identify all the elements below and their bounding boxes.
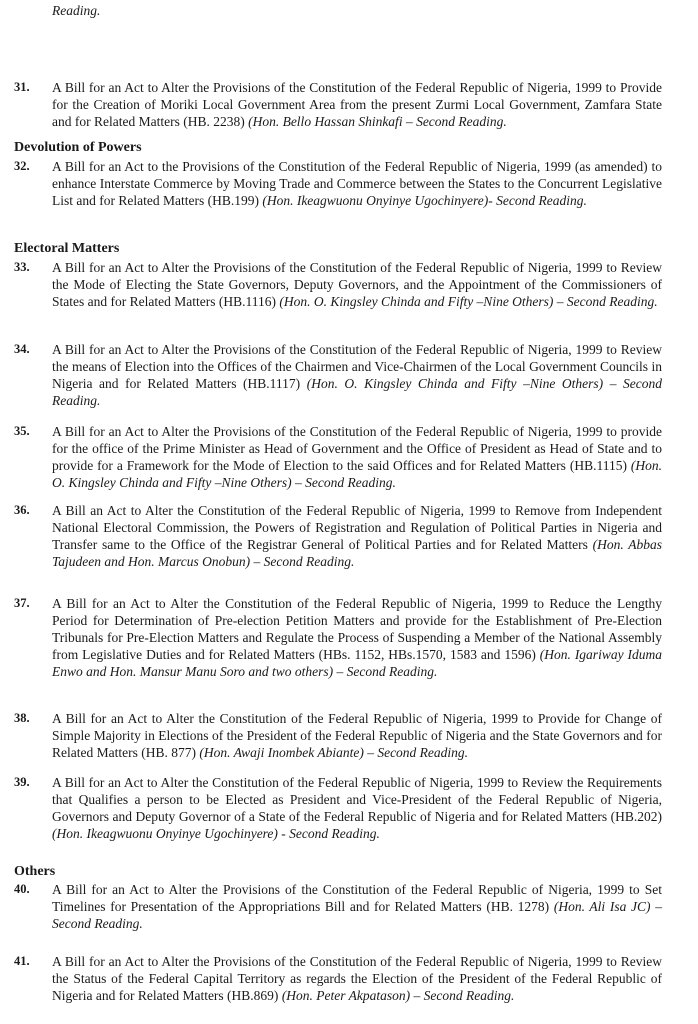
bill-title: A Bill for an Act to Alter the Provisions of the Constitution of the Federal Republic of Nigeria, 1999 to Review the Mode of Electing the State Governors, Deputy Governors, and the Appointment of the Commissioners of States and for Related Matters (HB.1116) [52, 260, 662, 309]
bill-sponsor: (Hon. Bello Hassan Shinkafi – Second Reading. [248, 114, 507, 129]
item-number: 36. [14, 503, 30, 517]
bill-sponsor: (Hon. Awaji Inombek Abiante) – Second Reading. [199, 745, 469, 760]
bill-sponsor: (Hon. Peter Akpatason) – Second Reading. [281, 988, 515, 1003]
item-text [52, 158, 662, 209]
item-text [52, 79, 662, 130]
bill-title: A Bill for an Act to Alter the Constitution of the Federal Republic of Nigeria, 1999 to Review the Requirements that Qualifies a person to be Elected as President and Vice-President of the Federal Republic of Nigeria, Governors and Deputy Governor of a State of the Federal Republic of Nigeria and for Related Matters (HB.202) [52, 775, 662, 824]
item-text [52, 710, 662, 761]
item-number: 35. [14, 424, 30, 438]
item-text [52, 423, 662, 491]
bill-title: A Bill for an Act to the Provisions of the Constitution of the Federal Republic of Nigeria, 1999 (as amended) to enhance Interstate Commerce by Moving Trade and Commerce between the States to the Concurrent Legislative List and for Related Matters (HB.199) [52, 159, 662, 208]
bill-title: A Bill for an Act to Alter the Provisions of the Constitution of the Federal Republic of Nigeria, 1999 to Provide for the Creation of Moriki Local Government Area from the present Zurmi Local Government, Zamfara State and for Related Matters (HB. 2238) [52, 80, 662, 129]
item-number: 40. [14, 882, 30, 896]
bill-title: A Bill for an Act to Alter the Provisions of the Constitution of the Federal Republic of Nigeria, 1999 to Review the means of Election into the Offices of the Chairmen and Vice-Chairmen of the Local Government Councils in Nigeria and for Related Matters (HB.1117) [52, 342, 662, 391]
bill-sponsor: (Hon. Igariway Iduma Enwo and Hon. Mansur Manu Soro and two others) – Second Reading. [52, 647, 662, 679]
item-text [52, 881, 662, 932]
bill-sponsor: (Hon. O. Kingsley Chinda and Fifty –Nine Others) – Second Reading. [52, 458, 662, 490]
bill-title: A Bill for an Act to Alter the Provisions of the Constitution of the Federal Republic of Nigeria, 1999 to Review the Status of the Federal Capital Territory as regards the Election of the President of the Federal Republic of Nigeria and for Related Matters (HB.869) [52, 954, 662, 1003]
bill-title: A Bill for an Act to Alter the Constitution of the Federal Republic of Nigeria, 1999 to Provide for Change of Simple Majority in Elections of the President of the Federal Republic of Nigeria and the State Governors and for Related Matters (HB. 877) [52, 711, 662, 760]
section-heading-others: Others [14, 864, 56, 879]
bill-title: A Bill for an Act to Alter the Provisions of the Constitution of the Federal Republic of Nigeria, 1999 to provide for the office of the Prime Minister as Head of Government and the Office of President as Head of State and to provide for a Framework for the Mode of Election to the said Offices and for Related Matters (HB.1115) [52, 424, 662, 473]
item-text [52, 595, 662, 680]
bill-sponsor: (Hon. Abbas Tajudeen and Hon. Marcus Onobun) – Second Reading. [52, 537, 662, 569]
bill-sponsor: (Hon. O. Kingsley Chinda and Fifty –Nine Others) – Second Reading. [279, 294, 658, 309]
section-heading-electoral: Electoral Matters [14, 241, 120, 256]
item-text [52, 259, 662, 310]
item-text [52, 953, 662, 1004]
bill-sponsor: (Hon. Ali Isa JC) – Second Reading. [52, 899, 662, 931]
continuation-text: Reading. [52, 3, 101, 18]
item-number: 39. [14, 775, 30, 789]
item-text [52, 774, 662, 842]
section-heading-devolution: Devolution of Powers [14, 140, 142, 155]
bill-sponsor: (Hon. Ikeagwuonu Onyinye Ugochinyere)- Second Reading. [262, 193, 587, 208]
item-number: 33. [14, 260, 30, 274]
item-text [52, 502, 662, 570]
item-number: 41. [14, 954, 30, 968]
bill-sponsor: (Hon. O. Kingsley Chinda and Fifty –Nine Others) – Second Reading. [52, 376, 662, 408]
item-number: 38. [14, 711, 30, 725]
bill-title: A Bill an Act to Alter the Constitution of the Federal Republic of Nigeria, 1999 to Remove from Independent National Electoral Commission, the Powers of Registration and Regulation of Political Parties in Nigeria and Transfer same to the Office of the Registrar General of Political Parties and for Related Matters [52, 503, 662, 552]
bill-title: A Bill for an Act to Alter the Provisions of the Constitution of the Federal Republic of Nigeria, 1999 to Set Timelines for Presentation of the Appropriations Bill and for Related Matters (HB. 1278) [52, 882, 662, 914]
item-number: 37. [14, 596, 30, 610]
item-number: 34. [14, 342, 30, 356]
item-text [52, 341, 662, 409]
item-number: 32. [14, 159, 30, 173]
item-number: 31. [14, 80, 30, 94]
bill-title: A Bill for an Act to Alter the Constitution of the Federal Republic of Nigeria, 1999 to Reduce the Lengthy Period for Determination of Pre-election Petition Matters and provide for the Establishment of Pre-Election Tribunals for Pre-Election Matters and Regulate the Process of Suspending a Member of the National Assembly from Legislative Duties and for Related Matters (HBs. 1152, HBs.1570, 1583 and 1596) [52, 596, 662, 662]
bill-sponsor: (Hon. Ikeagwuonu Onyinye Ugochinyere) - Second Reading. [52, 826, 380, 841]
